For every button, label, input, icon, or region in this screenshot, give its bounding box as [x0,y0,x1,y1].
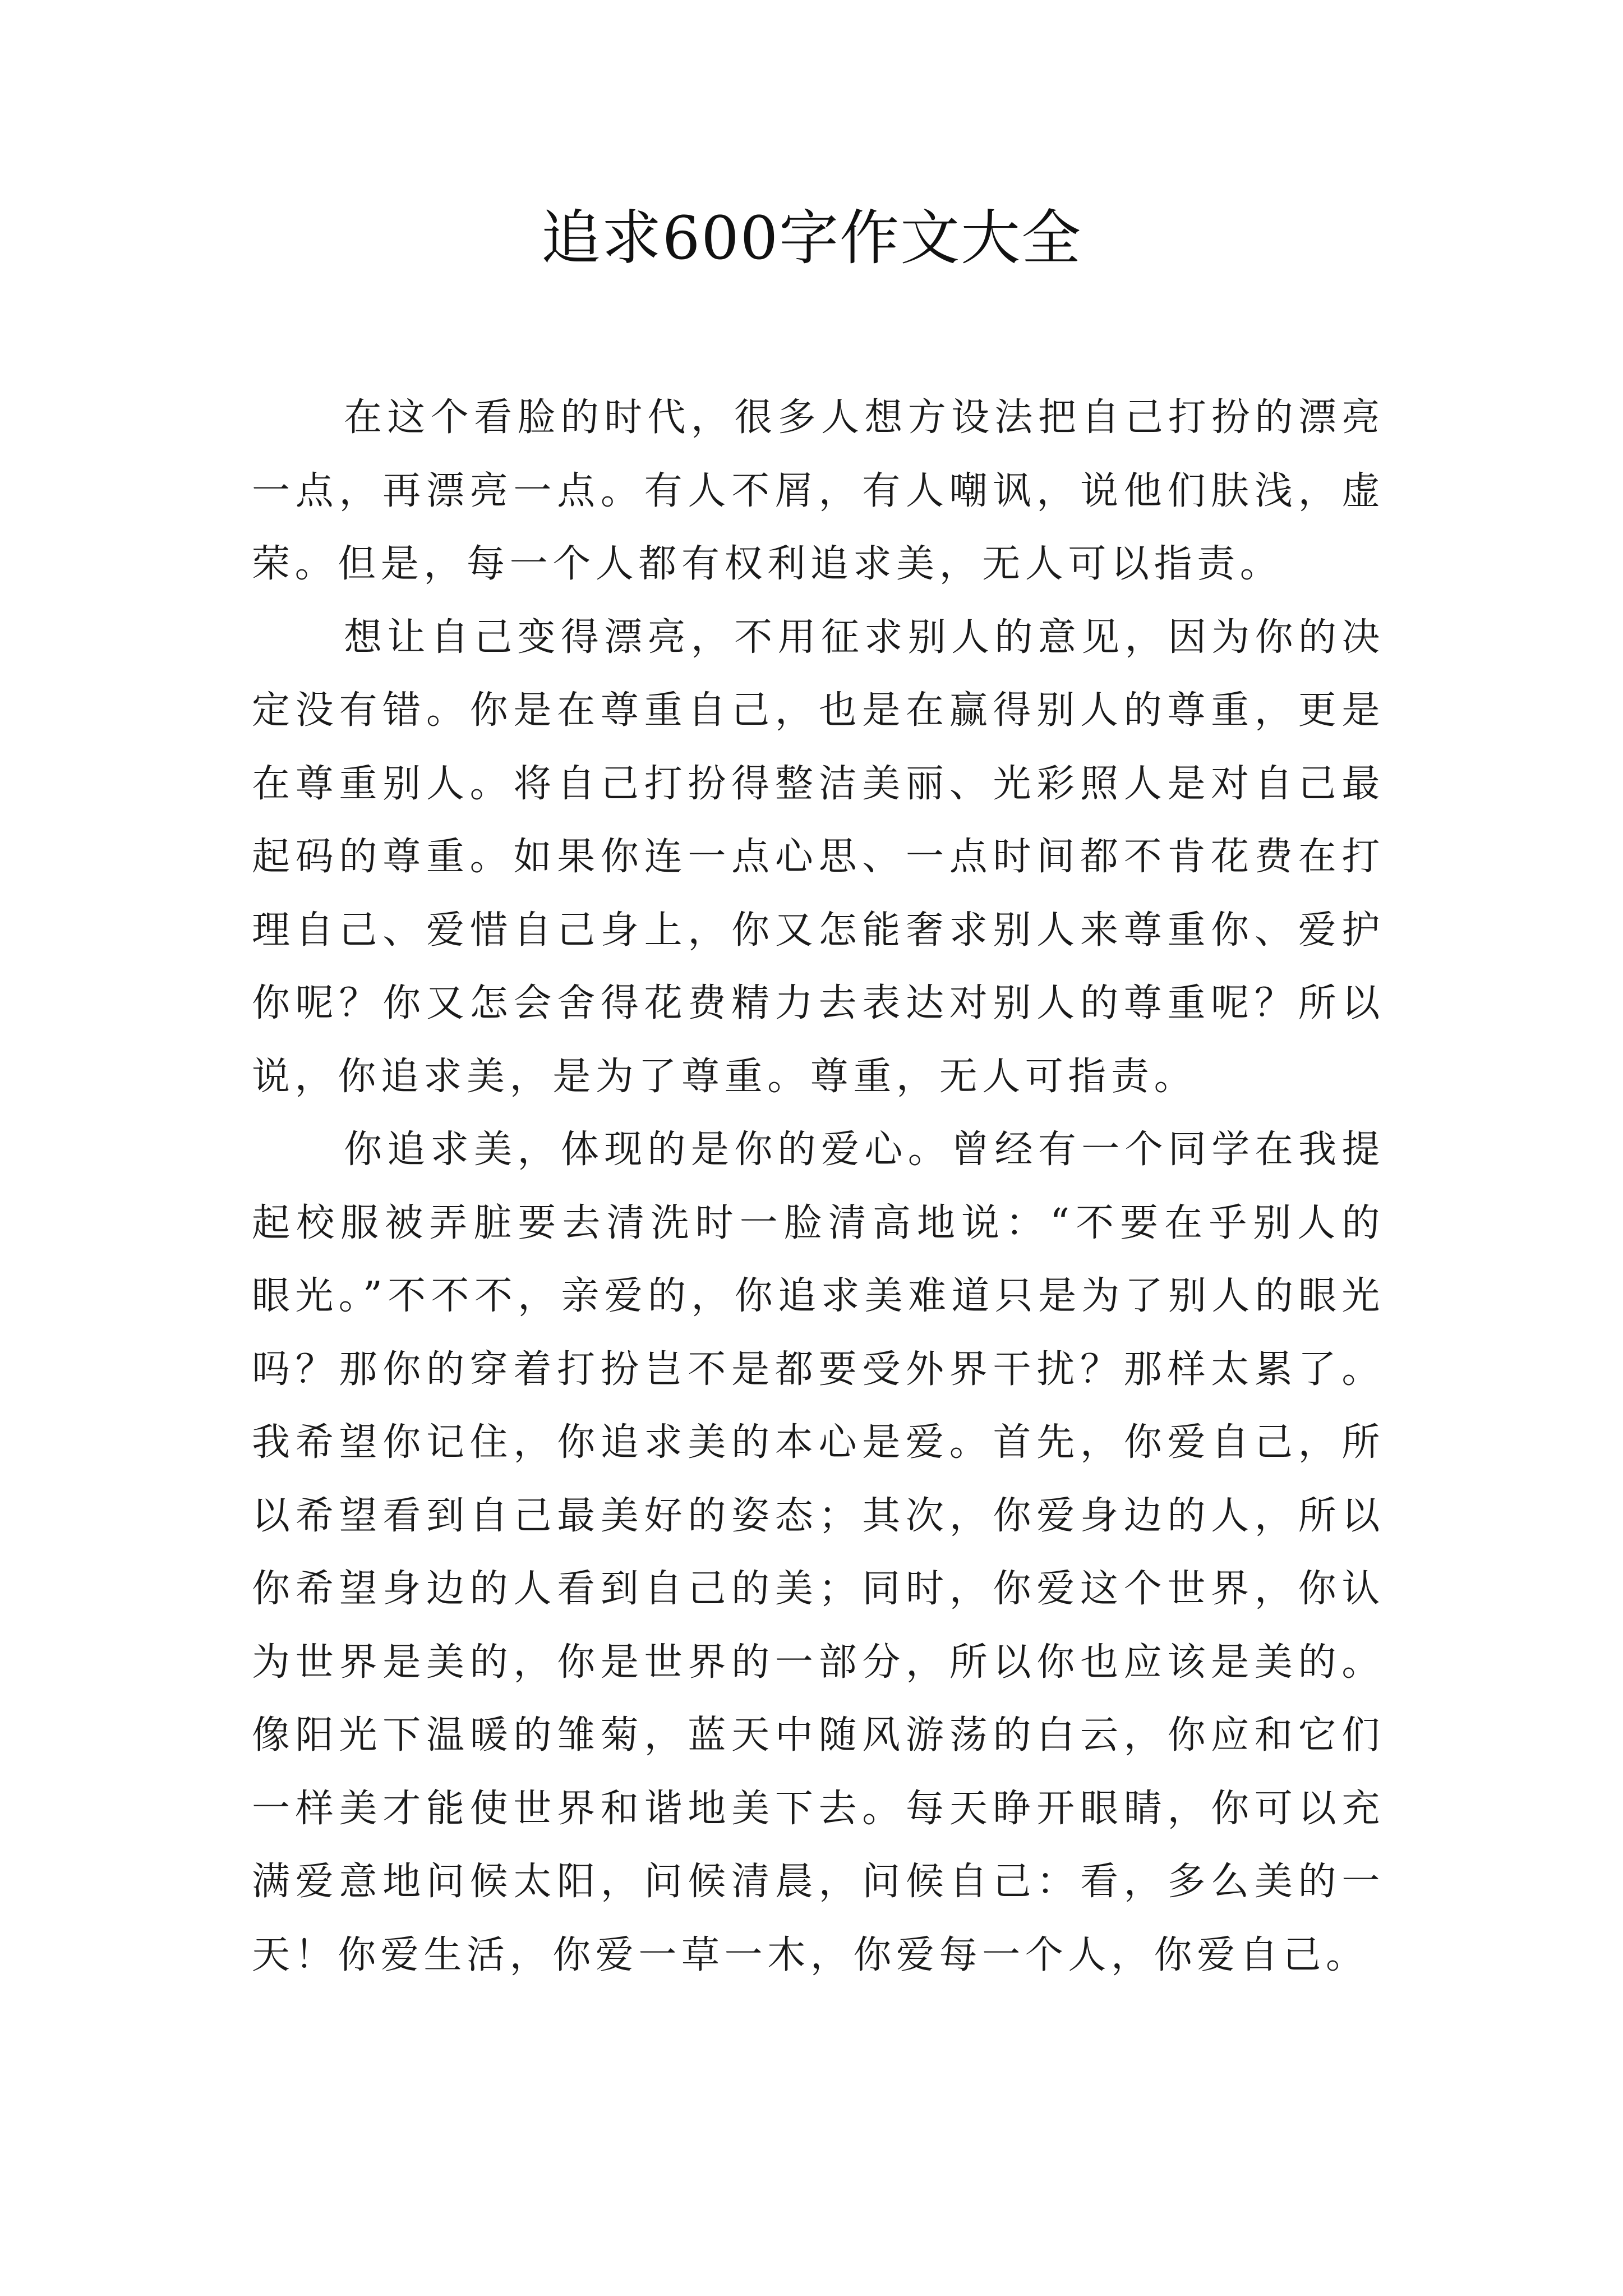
document-title: 追求600字作文大全 [541,204,1082,273]
document-body [252,381,1385,1992]
paragraph-1: 在这个看脸的时代，很多人想方设法把自己打扮的漂亮一点，再漂亮一点。有人不屑，有人嘲讽，说他们肤浅，虚荣。但是，每一个人都有权利追求美，无人可以指责。 [252,395,1385,586]
paragraph-2: 想让自己变得漂亮，不用征求别人的意见，因为你的决定没有错。你是在尊重自己，也是在赢得别人的尊重，更是在尊重别人。将自己打扮得整洁美丽、光彩照人是对自己最起码的尊重。如果你连一点心思、一点时间都不肯花费在打理自己、爱惜自己身上，你又怎能奢求别人来尊重你、爱护你呢？你又怎会舍得花费精力去表达对别人的尊重呢？所以说，你追求美，是为了尊重。尊重，无人可指责。 [252,615,1385,1099]
paragraph-3: 你追求美，体现的是你的爱心。曾经有一个同学在我提起校服被弄脏要去清洗时一脸清高地说：“不要在乎别人的眼光。”不不不，亲爱的，你追求美难道只是为了别人的眼光吗？那你的穿着打扮岂不是都要受外界干扰？那样太累了。我希望你记住，你追求美的本心是爱。首先，你爱自己，所以希望看到自己最美好的姿态；其次，你爱身边的人，所以你希望身边的人看到自己的美；同时，你爱这个世界，你认为世界是美的，你是世界的一部分，所以你也应该是美的。像阳光下温暖的雏菊，蓝天中随风游荡的白云，你应和它们一样美才能使世界和谐地美下去。每天睁开眼睛，你可以充满爱意地问候太阳，问候清晨，问候自己：看，多么美的一天！你爱生活，你爱一草一木，你爱每一个人，你爱自己。 [252,1128,1385,1977]
